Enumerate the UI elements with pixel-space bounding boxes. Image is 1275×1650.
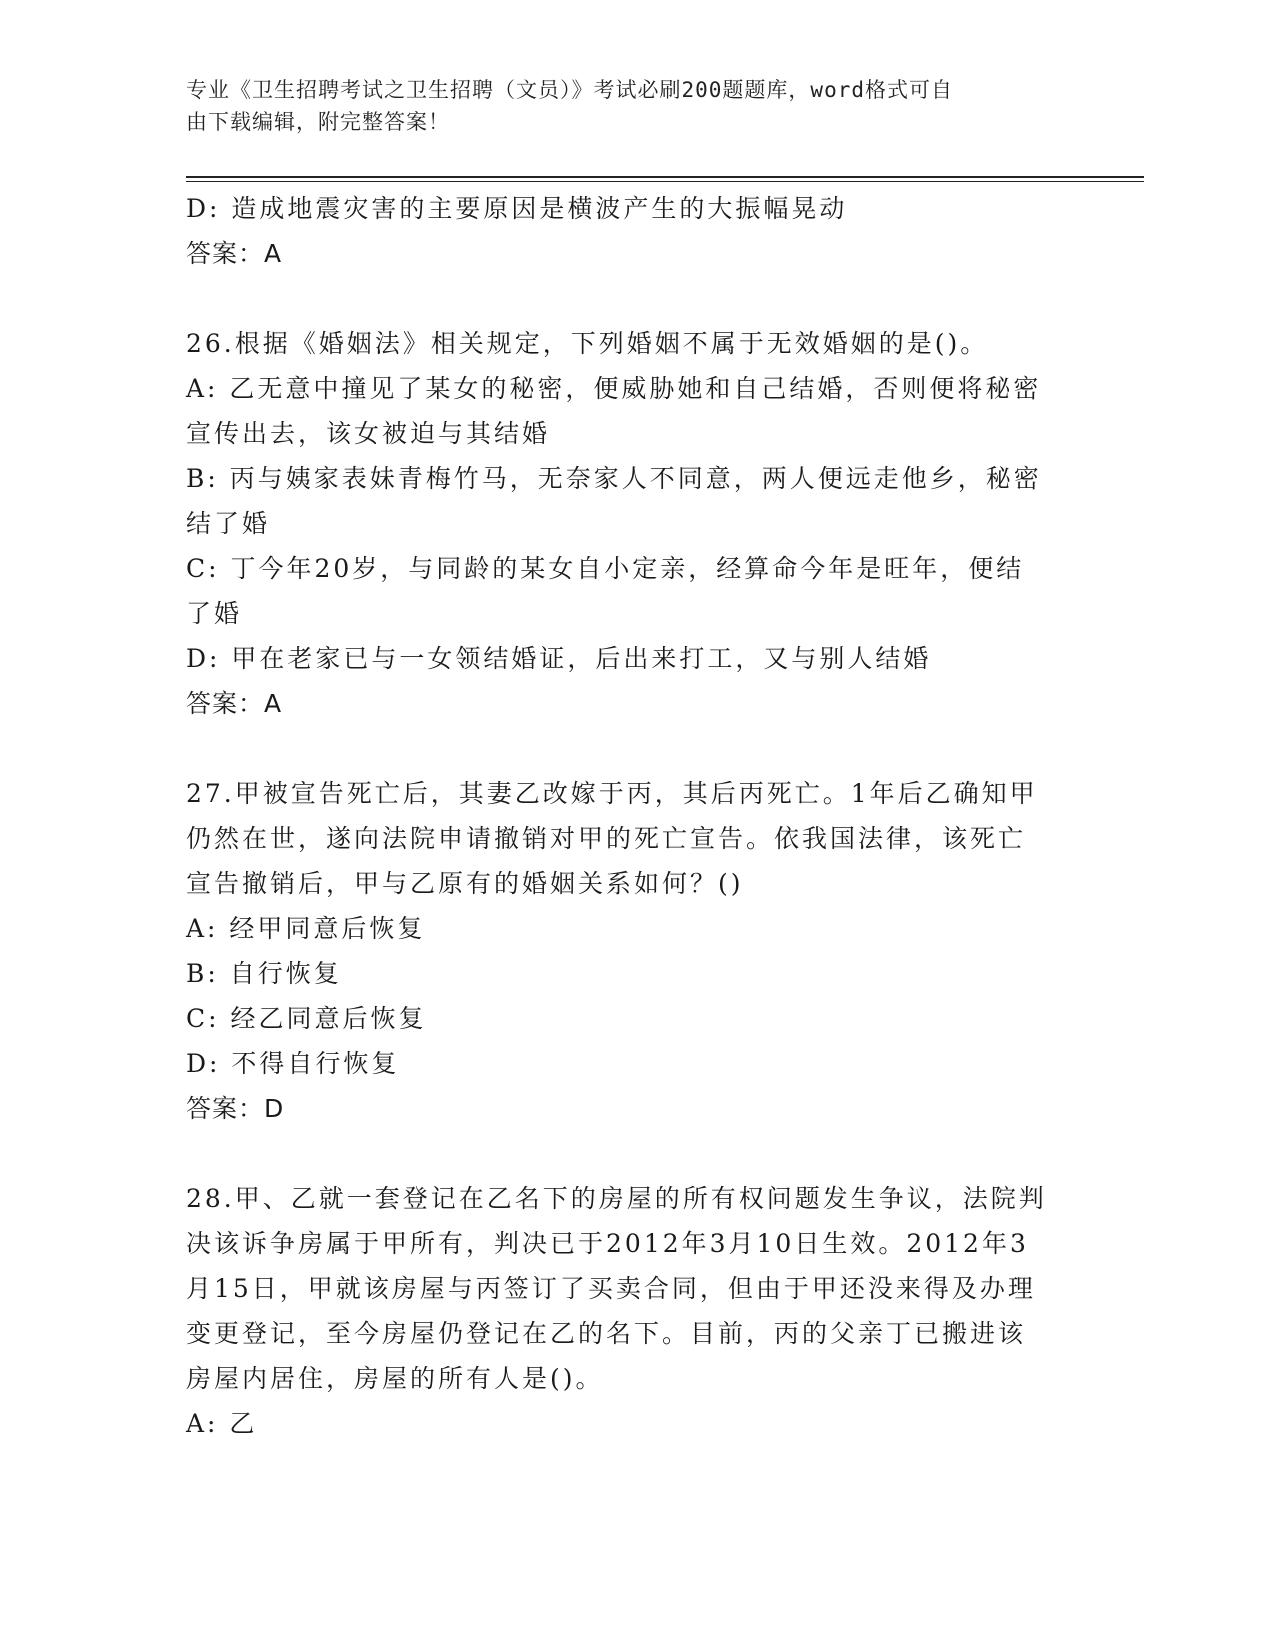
option-d: D: 甲在老家已与一女领结婚证，后出来打工，又与别人结婚 bbox=[186, 644, 932, 673]
option-b: B: 自行恢复 bbox=[186, 959, 342, 988]
answer-line: 答案：A bbox=[186, 689, 283, 718]
option-a: A: 经甲同意后恢复 bbox=[186, 914, 426, 943]
option-a: A: 乙 bbox=[186, 1409, 258, 1438]
spacer bbox=[186, 1131, 1066, 1176]
option-d: D: 造成地震灾害的主要原因是横波产生的大振幅晃动 bbox=[186, 194, 848, 223]
question-stem: 26.根据《婚姻法》相关规定，下列婚姻不属于无效婚姻的是()。 bbox=[186, 329, 989, 358]
header-line-2: 由下载编辑，附完整答案！ bbox=[186, 110, 450, 134]
option-c: C: 经乙同意后恢复 bbox=[186, 1004, 427, 1033]
document-body bbox=[186, 186, 1066, 1446]
question-stem-cont: 月15日，甲就该房屋与丙签订了买卖合同，但由于甲还没来得及办理 bbox=[186, 1274, 1036, 1303]
answer-line: 答案：A bbox=[186, 239, 283, 268]
option-c: C: 丁今年20岁，与同龄的某女自小定亲，经算命今年是旺年，便结 bbox=[186, 554, 1025, 583]
option-b-cont: 结了婚 bbox=[186, 509, 271, 538]
question-25-tail bbox=[186, 186, 1066, 276]
header-line-1: 专业《卫生招聘考试之卫生招聘（文员）》考试必刷200题题库，word格式可自 bbox=[186, 78, 953, 102]
question-stem: 28.甲、乙就一套登记在乙名下的房屋的所有权问题发生争议，法院判 bbox=[186, 1184, 1047, 1213]
question-stem: 27.甲被宣告死亡后，其妻乙改嫁于丙，其后丙死亡。1年后乙确知甲 bbox=[186, 779, 1038, 808]
question-stem-cont: 仍然在世，遂向法院申请撤销对甲的死亡宣告。依我国法律，该死亡 bbox=[186, 824, 1027, 853]
question-stem-cont: 决该诉争房属于甲所有，判决已于2012年3月10日生效。2012年3 bbox=[186, 1229, 1029, 1258]
question-27 bbox=[186, 771, 1066, 1131]
question-stem-cont: 房屋内居住，房屋的所有人是()。 bbox=[186, 1364, 604, 1393]
spacer bbox=[186, 726, 1066, 771]
question-26 bbox=[186, 321, 1066, 726]
option-a: A: 乙无意中撞见了某女的秘密，便威胁她和自己结婚，否则便将秘密 bbox=[186, 374, 1042, 403]
header-rule-thick bbox=[186, 176, 1144, 178]
option-a-cont: 宣传出去，该女被迫与其结婚 bbox=[186, 419, 551, 448]
spacer bbox=[186, 276, 1066, 321]
header-rule-thin bbox=[186, 181, 1144, 182]
option-b: B: 丙与姨家表妹青梅竹马，无奈家人不同意，两人便远走他乡，秘密 bbox=[186, 464, 1042, 493]
question-stem-cont: 变更登记，至今房屋仍登记在乙的名下。目前，丙的父亲丁已搬进该 bbox=[186, 1319, 1027, 1348]
answer-line: 答案：D bbox=[186, 1094, 285, 1123]
question-stem-cont: 宣告撤销后，甲与乙原有的婚姻关系如何？() bbox=[186, 869, 744, 898]
option-c-cont: 了婚 bbox=[186, 599, 243, 628]
page-header bbox=[186, 74, 1066, 138]
question-28 bbox=[186, 1176, 1066, 1446]
option-d: D: 不得自行恢复 bbox=[186, 1049, 400, 1078]
